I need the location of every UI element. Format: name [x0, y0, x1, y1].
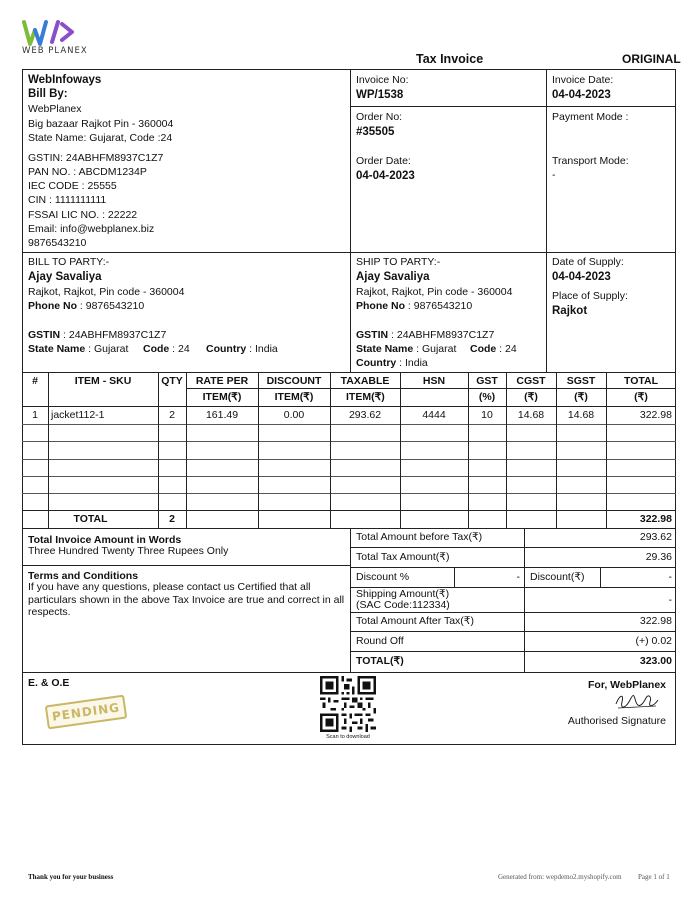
- divider: [330, 372, 331, 528]
- ship-to-gstin-label: GSTIN: [356, 329, 389, 341]
- seller-state: State Name: Gujarat, Code :24: [28, 132, 173, 144]
- divider: [350, 528, 351, 672]
- divider: [48, 372, 49, 528]
- table-cell-rate: 161.49: [205, 409, 239, 421]
- table-cell-item-sku: jacket112-1: [51, 409, 105, 421]
- table-cell-cgst: 14.68: [517, 409, 545, 421]
- invoice-no-label: Invoice No:: [356, 74, 409, 86]
- col-header-total: TOTAL: [623, 375, 659, 387]
- divider: [186, 388, 330, 389]
- table-cell-total: 322.98: [639, 409, 672, 421]
- authorised-signature: Authorised Signature: [567, 715, 666, 727]
- col-header-qty: QTY: [161, 375, 183, 387]
- seller-pan: PAN NO. : ABCDM1234P: [28, 166, 147, 178]
- summary-before-tax-value: 293.62: [639, 531, 672, 543]
- divider: [22, 372, 676, 373]
- ship-to-code-label: Code: [470, 343, 497, 355]
- col-header-rate-unit: ITEM(₹): [202, 391, 242, 403]
- col-header-cgst-unit: (₹): [524, 391, 538, 403]
- document-title: Tax Invoice: [416, 52, 484, 66]
- seller-address: Big bazaar Rajkot Pin - 360004: [28, 118, 174, 130]
- footer-thanks: Thank you for your business: [28, 873, 114, 881]
- ship-to-country-label: Country: [356, 357, 397, 369]
- divider: [350, 567, 676, 568]
- ship-to-country-value: : India: [399, 357, 428, 369]
- invoice-date-label: Invoice Date:: [552, 74, 614, 86]
- divider: [22, 424, 676, 425]
- bill-to-country-value: : India: [249, 343, 278, 355]
- words-label: Total Invoice Amount in Words: [28, 534, 182, 546]
- summary-before-tax-label: Total Amount before Tax(₹): [356, 531, 483, 543]
- summary-round-off-label: Round Off: [356, 635, 404, 647]
- ship-to-gstin-value: : 24ABHFM8937C1Z7: [391, 329, 495, 341]
- signature-icon: [612, 690, 662, 712]
- seller-fssai: FSSAI LIC NO. : 22222: [28, 209, 138, 221]
- bill-to-code-label: Code: [143, 343, 170, 355]
- invoice-no: WP/1538: [356, 89, 404, 101]
- ship-to-state-label: State Name: [356, 343, 414, 355]
- copy-label: ORIGINAL: [622, 52, 681, 66]
- col-header-total-unit: (₹): [634, 391, 648, 403]
- logo-text: WEB PLANEX: [22, 46, 88, 56]
- terms-line-2: particulars shown in the above Tax Invoice are true and correct in all: [28, 594, 345, 606]
- table-total-label: TOTAL: [73, 513, 108, 525]
- table-cell-taxable: 293.62: [348, 409, 382, 421]
- table-cell-hsn: 4444: [422, 409, 446, 421]
- seller-gstin: GSTIN: 24ABHFM8937C1Z7: [28, 152, 164, 164]
- col-header-hsn: HSN: [422, 375, 446, 387]
- summary-discount-amt-value: -: [668, 571, 672, 583]
- bill-to-country: [206, 342, 278, 356]
- divider: [22, 252, 676, 253]
- divider: [22, 476, 676, 477]
- seller-cin: CIN : 1111111111: [28, 194, 107, 206]
- footer-generated: Generated from: wepdemo2.myshopify.com: [498, 873, 622, 881]
- bill-to-country-label: Country: [206, 343, 247, 355]
- seller-iec: IEC CODE : 25555: [28, 180, 117, 192]
- col-header-discount: DISCOUNT: [266, 375, 322, 387]
- summary-discount-amt-label: Discount(₹): [530, 571, 585, 583]
- terms-line-3: respects.: [28, 606, 71, 618]
- bill-by-label: Bill By:: [28, 88, 68, 100]
- payment-mode-label: Payment Mode :: [552, 111, 629, 123]
- bill-to-state: [28, 342, 128, 356]
- summary-tax-label: Total Tax Amount(₹): [356, 551, 450, 563]
- bill-to-gstin: [28, 328, 166, 342]
- divider: [22, 510, 676, 511]
- table-total-qty: 2: [169, 513, 175, 525]
- seller-company: WebInfoways: [28, 74, 102, 86]
- bill-to-code: [143, 342, 190, 356]
- summary-discount-pct-label: Discount %: [356, 571, 410, 583]
- ship-to-code-value: : 24: [499, 343, 517, 355]
- words-value: Three Hundred Twenty Three Rupees Only: [28, 545, 229, 557]
- order-date: 04-04-2023: [356, 170, 415, 182]
- summary-after-tax-label: Total Amount After Tax(₹): [356, 615, 474, 627]
- summary-shipping-label: Shipping Amount(₹): [356, 588, 450, 600]
- ship-to-gstin: [356, 328, 494, 342]
- summary-total-label: TOTAL(₹): [356, 655, 404, 667]
- divider: [350, 106, 676, 107]
- footer-page: Page 1 of 1: [638, 873, 670, 881]
- for-company: For, WebPlanex: [588, 679, 666, 691]
- table-cell-sgst: 14.68: [567, 409, 595, 421]
- supply-date-label: Date of Supply:: [552, 256, 624, 268]
- divider: [22, 441, 676, 442]
- col-header-gst-unit: (%): [478, 391, 496, 403]
- invoice-date: 04-04-2023: [552, 89, 611, 101]
- terms-label: Terms and Conditions: [28, 570, 139, 582]
- bill-to-phone-label: Phone No: [28, 300, 77, 312]
- divider: [350, 69, 351, 372]
- divider: [158, 372, 159, 528]
- bill-to-gstin-value: : 24ABHFM8937C1Z7: [63, 329, 167, 341]
- divider: [22, 493, 676, 494]
- col-header-item-sku: ITEM - SKU: [74, 375, 132, 387]
- divider: [22, 459, 676, 460]
- divider: [350, 631, 676, 632]
- summary-round-off-value: (+) 0.02: [635, 635, 672, 647]
- seller-email: Email: info@webplanex.biz: [28, 223, 155, 235]
- bill-to-phone-value: : 9876543210: [79, 300, 145, 312]
- ship-to-state-value: : Gujarat: [416, 343, 457, 355]
- ship-to-code: [470, 342, 517, 356]
- qr-caption: Scan to download: [326, 734, 370, 740]
- divider: [22, 565, 350, 566]
- divider: [22, 406, 676, 407]
- divider: [330, 388, 676, 389]
- eoe-label: E. & O.E: [28, 677, 70, 689]
- ship-to-state: [356, 342, 456, 356]
- pending-stamp: PENDING: [45, 695, 128, 730]
- seller-name: WebPlanex: [28, 103, 82, 115]
- col-header-discount-unit: ITEM(₹): [274, 391, 314, 403]
- ship-to-address: Rajkot, Rajkot, Pin code - 360004: [356, 286, 513, 298]
- terms-line-1: If you have any questions, please contact us Certified that all: [28, 581, 311, 593]
- bill-to-state-label: State Name: [28, 343, 86, 355]
- ship-to-label: SHIP TO PARTY:-: [356, 256, 441, 268]
- ship-to-name: Ajay Savaliya: [356, 271, 430, 283]
- col-header-cgst: CGST: [516, 375, 546, 387]
- divider: [546, 69, 547, 372]
- order-no-label: Order No:: [356, 111, 403, 123]
- divider: [350, 612, 676, 613]
- divider: [350, 547, 676, 548]
- ship-to-phone: [356, 299, 472, 313]
- col-header-sgst-unit: (₹): [574, 391, 588, 403]
- table-cell-index: 1: [32, 409, 38, 421]
- bill-to-name: Ajay Savaliya: [28, 271, 102, 283]
- transport-mode: -: [552, 169, 556, 181]
- ship-to-country: [356, 356, 428, 370]
- order-date-label: Order Date:: [356, 155, 411, 167]
- ship-to-phone-label: Phone No: [356, 300, 405, 312]
- divider: [22, 672, 676, 673]
- summary-shipping-sac: (SAC Code:112334): [356, 599, 450, 611]
- col-header-rate: RATE PER: [195, 375, 249, 387]
- divider: [22, 528, 676, 529]
- bill-to-phone: [28, 299, 144, 313]
- bill-to-label: BILL TO PARTY:-: [28, 256, 110, 268]
- table-cell-gst: 10: [481, 409, 493, 421]
- divider: [350, 651, 676, 652]
- summary-tax-value: 29.36: [645, 551, 672, 563]
- col-header-index: #: [32, 375, 38, 387]
- divider: [400, 372, 401, 528]
- ship-to-phone-value: : 9876543210: [407, 300, 473, 312]
- col-header-taxable-unit: ITEM(₹): [346, 391, 385, 403]
- summary-shipping-value: -: [668, 594, 672, 606]
- bill-to-address: Rajkot, Rajkot, Pin code - 360004: [28, 286, 185, 298]
- supply-place-label: Place of Supply:: [552, 290, 628, 302]
- table-cell-qty: 2: [169, 409, 175, 421]
- transport-mode-label: Transport Mode:: [552, 155, 629, 167]
- summary-total-value: 323.00: [639, 655, 672, 667]
- qr-code-icon[interactable]: [320, 676, 376, 732]
- supply-date: 04-04-2023: [552, 271, 611, 283]
- summary-discount-pct-value: -: [516, 571, 520, 583]
- order-no: #35505: [356, 126, 395, 138]
- bill-to-state-value: : Gujarat: [88, 343, 129, 355]
- col-header-gst: GST: [476, 375, 498, 387]
- bill-to-gstin-label: GSTIN: [28, 329, 61, 341]
- table-total-amount: 322.98: [639, 513, 672, 525]
- summary-after-tax-value: 322.98: [639, 615, 672, 627]
- col-header-taxable: TAXABLE: [340, 375, 390, 387]
- seller-phone: 9876543210: [28, 237, 87, 249]
- bill-to-code-value: : 24: [172, 343, 190, 355]
- supply-place: Rajkot: [552, 305, 588, 317]
- col-header-sgst: SGST: [566, 375, 596, 387]
- table-cell-discount: 0.00: [283, 409, 305, 421]
